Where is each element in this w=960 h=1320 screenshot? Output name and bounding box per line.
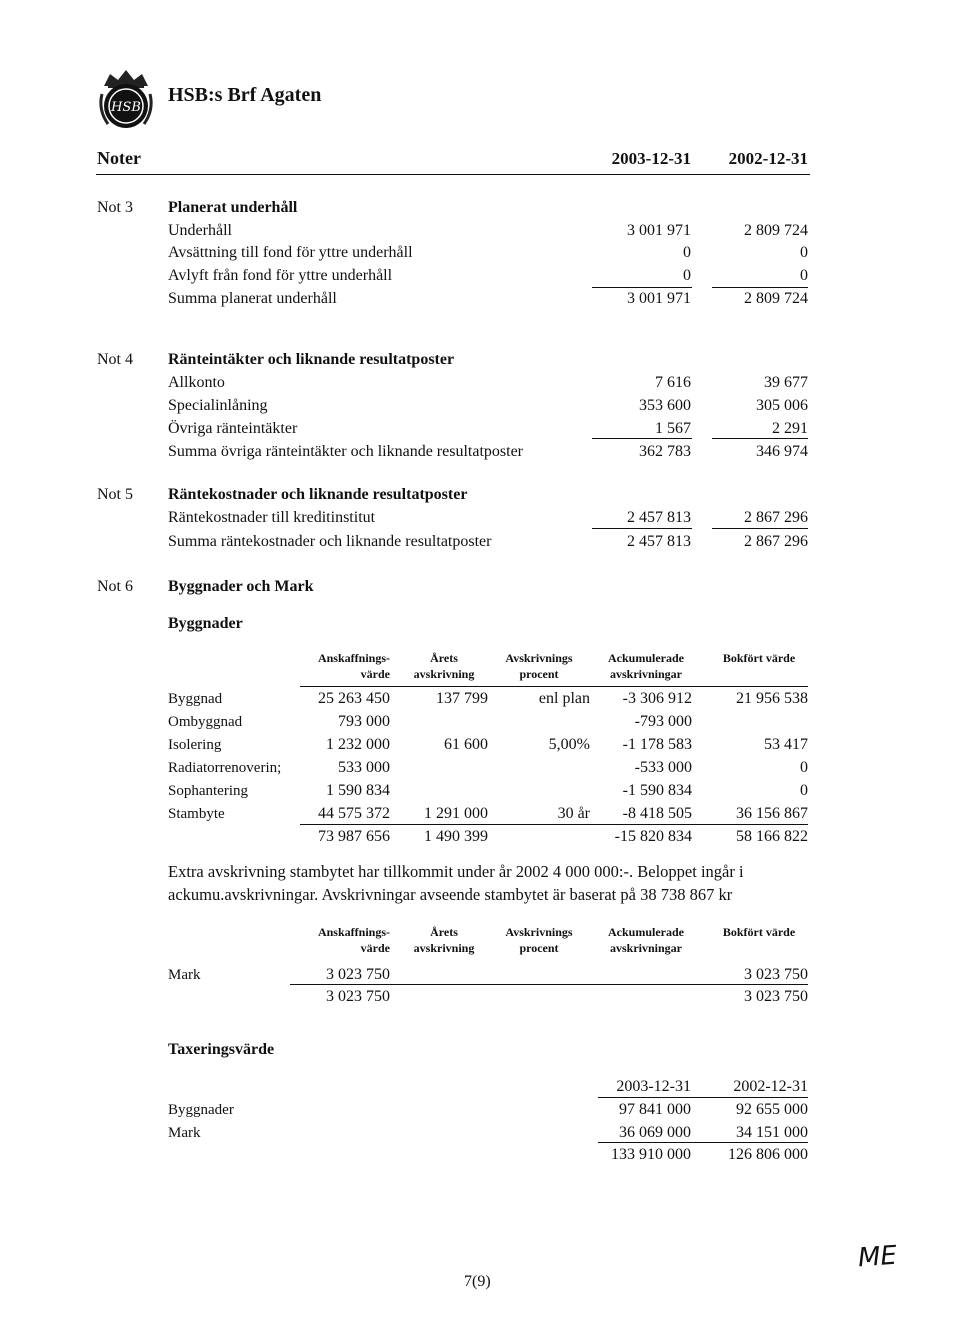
value-2003: 0	[683, 267, 691, 284]
ackum-value: -8 418 505	[622, 805, 692, 822]
subsection-title: Byggnader	[168, 615, 243, 632]
value-2002: 34 151 000	[736, 1124, 808, 1141]
col-header: Bokfört värde	[722, 925, 796, 939]
bokfort-value: 21 956 538	[736, 690, 808, 707]
arets-value: 1 291 000	[424, 805, 488, 822]
value-2002: 2 867 296	[744, 533, 808, 550]
anskaffning-value: 1 232 000	[326, 736, 390, 753]
procent-value: 30 år	[557, 805, 590, 822]
sum-rule	[712, 438, 808, 439]
note-title: Byggnader och Mark	[168, 578, 314, 595]
bokfort-value: 53 417	[764, 736, 808, 753]
explanatory-note-line: ackumu.avskrivningar. Avskrivningar avseende stambytet är baserat på 38 738 867 kr	[168, 885, 733, 904]
value-2002: 92 655 000	[736, 1101, 808, 1118]
mark-bokfort: 3 023 750	[744, 966, 808, 983]
col-header: Ackumulerade	[608, 651, 684, 665]
table-header-rule	[300, 686, 808, 687]
note-title: Räntekostnader och liknande resultatposter	[168, 486, 468, 503]
mark-total-bokfort: 3 023 750	[744, 988, 808, 1005]
value-2003: 97 841 000	[619, 1101, 691, 1118]
value-2003: 3 001 971	[627, 222, 691, 239]
header-col-2002: 2002-12-31	[728, 149, 808, 168]
taxering-col-2003: 2003-12-31	[616, 1078, 691, 1095]
sum-rule	[592, 528, 692, 529]
table-row-label: Ombyggnad	[168, 714, 243, 730]
ackum-value: -1 590 834	[622, 782, 692, 799]
col-header: procent	[519, 667, 559, 681]
taxering-col-2002: 2002-12-31	[733, 1078, 808, 1095]
table-row-label: Stambyte	[168, 806, 225, 822]
value-2003: 3 001 971	[627, 290, 691, 307]
subsection-title: Taxeringsvärde	[168, 1041, 275, 1058]
taxering-header-rule	[598, 1097, 808, 1098]
value-2002: 2 291	[772, 420, 808, 437]
value-2003: 0	[683, 244, 691, 261]
note-label: Not 3	[97, 199, 133, 216]
header-col-2003: 2003-12-31	[611, 149, 691, 168]
row-label: Avsättning till fond för yttre underhåll	[168, 244, 413, 261]
total-anskaffning: 73 987 656	[318, 828, 390, 845]
col-header: avskrivning	[413, 941, 475, 955]
col-header: avskrivning	[413, 667, 475, 681]
sum-rule	[592, 287, 692, 288]
value-2002: 346 974	[756, 443, 808, 460]
table-row-label: Mark	[168, 1125, 201, 1141]
svg-text:HSB: HSB	[111, 100, 141, 115]
note-title: Ränteintäkter och liknande resultatposter	[168, 351, 455, 368]
value-2003: 2 457 813	[627, 533, 691, 550]
col-header: Ackumulerade	[608, 925, 684, 939]
table-total-rule	[290, 984, 808, 985]
arets-value: 61 600	[444, 736, 488, 753]
procent-value: enl plan	[538, 690, 590, 707]
bokfort-value: 36 156 867	[736, 805, 808, 822]
anskaffning-value: 1 590 834	[326, 782, 390, 799]
bokfort-value: 0	[800, 782, 808, 799]
note-title: Planerat underhåll	[168, 199, 298, 216]
ackum-value: -3 306 912	[622, 690, 692, 707]
table-row-label: Radiatorrenoverin;	[168, 760, 282, 776]
total-bokfort: 58 166 822	[736, 828, 808, 845]
row-label: Räntekostnader till kreditinstitut	[168, 509, 376, 526]
row-label: Summa planerat underhåll	[168, 290, 337, 307]
row-label: Allkonto	[168, 374, 225, 391]
col-header: Årets	[430, 651, 458, 665]
value-2002: 39 677	[764, 374, 808, 391]
table-row-label: Sophantering	[168, 783, 248, 799]
total-2002: 126 806 000	[728, 1146, 808, 1163]
col-header: Bokfört värde	[722, 651, 796, 665]
anskaffning-value: 44 575 372	[318, 805, 390, 822]
table-row-label: Mark	[168, 967, 201, 983]
total-ackum: -15 820 834	[614, 828, 692, 845]
sum-rule	[712, 528, 808, 529]
anskaffning-value: 25 263 450	[318, 690, 390, 707]
row-label: Avlyft från fond för yttre underhåll	[168, 267, 393, 284]
hsb-logo-icon	[96, 66, 156, 132]
arets-value: 137 799	[436, 690, 488, 707]
row-label: Summa räntekostnader och liknande resultatposter	[168, 533, 492, 550]
value-2003: 36 069 000	[619, 1124, 691, 1141]
table-row-label: Byggnader	[168, 1102, 234, 1118]
procent-value: 5,00%	[548, 736, 590, 753]
value-2003: 7 616	[655, 374, 691, 391]
col-header: Avskrivnings	[505, 651, 573, 665]
value-2002: 0	[800, 244, 808, 261]
col-header: avskrivningar	[609, 667, 682, 681]
col-header: värde	[360, 667, 390, 681]
ackum-value: -793 000	[634, 713, 692, 730]
col-header: procent	[519, 941, 559, 955]
mark-anskaffning: 3 023 750	[326, 966, 390, 983]
value-2002: 305 006	[756, 397, 808, 414]
value-2002: 2 809 724	[744, 290, 808, 307]
col-header: Anskaffnings-	[317, 925, 390, 939]
row-label: Summa övriga ränteintäkter och liknande resultatposter	[168, 443, 523, 460]
table-row-label: Isolering	[168, 737, 222, 753]
company-name: HSB:s Brf Agaten	[168, 84, 322, 106]
table-row-label: Byggnad	[168, 691, 223, 707]
header-rule	[96, 174, 810, 175]
ackum-value: -533 000	[634, 759, 692, 776]
sum-rule	[712, 287, 808, 288]
row-label: Specialinlåning	[168, 397, 268, 414]
sum-rule	[598, 1142, 808, 1143]
col-header: avskrivningar	[609, 941, 682, 955]
bokfort-value: 0	[800, 759, 808, 776]
row-label: Underhåll	[168, 222, 232, 239]
note-label: Not 6	[97, 578, 133, 595]
note-label: Not 5	[97, 486, 133, 503]
mark-total-anskaffning: 3 023 750	[326, 988, 390, 1005]
value-2003: 1 567	[655, 420, 691, 437]
value-2003: 362 783	[639, 443, 691, 460]
explanatory-note-line: Extra avskrivning stambytet har tillkommit under år 2002 4 000 000:-. Beloppet ingår i	[168, 862, 744, 881]
signature-initials: ME	[857, 1240, 898, 1274]
ackum-value: -1 178 583	[622, 736, 692, 753]
section-title: Noter	[97, 148, 141, 168]
note-label: Not 4	[97, 351, 133, 368]
col-header: Årets	[430, 925, 458, 939]
value-2002: 2 809 724	[744, 222, 808, 239]
total-arets: 1 490 399	[424, 828, 488, 845]
value-2003: 2 457 813	[627, 509, 691, 526]
col-header: värde	[360, 941, 390, 955]
sum-rule	[592, 438, 692, 439]
anskaffning-value: 533 000	[338, 759, 390, 776]
value-2003: 353 600	[639, 397, 691, 414]
value-2002: 0	[800, 267, 808, 284]
total-2003: 133 910 000	[611, 1146, 691, 1163]
anskaffning-value: 793 000	[338, 713, 390, 730]
table-total-rule	[300, 824, 808, 825]
page-number: 7(9)	[464, 1273, 491, 1290]
col-header: Avskrivnings	[505, 925, 573, 939]
row-label: Övriga ränteintäkter	[168, 420, 298, 437]
value-2002: 2 867 296	[744, 509, 808, 526]
col-header: Anskaffnings-	[317, 651, 390, 665]
